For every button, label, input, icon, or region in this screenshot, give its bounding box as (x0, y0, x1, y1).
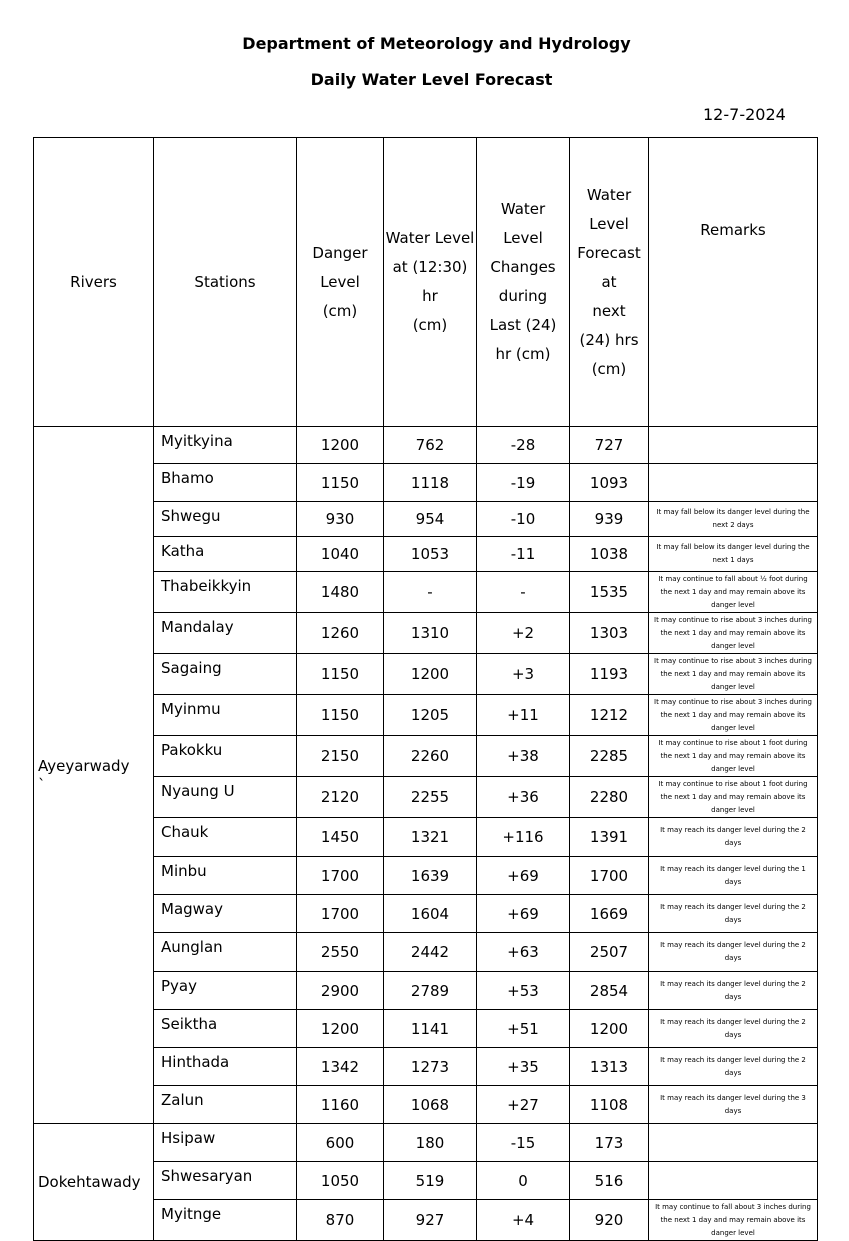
danger-level-cell: 1260 (297, 613, 384, 654)
remark-cell: It may reach its danger level during the 2 days (649, 933, 818, 972)
water-level-cell: 954 (384, 502, 477, 537)
level-change-cell: +51 (477, 1010, 570, 1048)
remark-cell: It may continue to fall about 3 inches during the next 1 day and may remain above its danger level (649, 1200, 818, 1241)
water-level-cell: 1273 (384, 1048, 477, 1086)
danger-level-cell: 1700 (297, 895, 384, 933)
remark-cell: It may continue to rise about 3 inches during the next 1 day and may remain above its danger level (649, 695, 818, 736)
water-level-cell: 1200 (384, 654, 477, 695)
danger-level-cell: 1342 (297, 1048, 384, 1086)
report-title: Department of Meteorology and Hydrology (242, 34, 631, 53)
remark-cell: It may reach its danger level during the 2 days (649, 1010, 818, 1048)
forecast-table (33, 137, 818, 1241)
remark-cell: It may continue to rise about 3 inches during the next 1 day and may remain above its danger level (649, 654, 818, 695)
water-level-cell: 2255 (384, 777, 477, 818)
table-row (34, 427, 818, 464)
forecast-cell: 1212 (570, 695, 649, 736)
forecast-cell: 2854 (570, 972, 649, 1010)
level-change-cell: - (477, 572, 570, 613)
level-change-cell: -10 (477, 502, 570, 537)
level-change-cell: +3 (477, 654, 570, 695)
river-mark: ` (38, 776, 46, 794)
remark-cell: It may continue to fall about ½ foot during the next 1 day and may remain above its danger level (649, 572, 818, 613)
forecast-cell: 516 (570, 1162, 649, 1200)
report-date: 12-7-2024 (703, 105, 786, 124)
col-header-forecast: Water Level Forecast at next (24) hrs (cm) (570, 138, 649, 427)
water-level-cell: 2442 (384, 933, 477, 972)
danger-level-cell: 930 (297, 502, 384, 537)
danger-level-cell: 1480 (297, 572, 384, 613)
station-name-cell: Thabeikkyin (154, 572, 297, 613)
water-level-cell: 927 (384, 1200, 477, 1241)
remark-cell: It may reach its danger level during the 2 days (649, 895, 818, 933)
remark-cell: It may continue to rise about 3 inches during the next 1 day and may remain above its danger level (649, 613, 818, 654)
table-body (34, 427, 818, 1241)
report-subtitle: Daily Water Level Forecast (310, 70, 553, 89)
forecast-cell: 1193 (570, 654, 649, 695)
remark-cell: It may reach its danger level during the 2 days (649, 1048, 818, 1086)
station-name-cell: Myinmu (154, 695, 297, 736)
remark-cell: It may fall below its danger level during the next 1 days (649, 537, 818, 572)
station-name-cell: Minbu (154, 857, 297, 895)
forecast-cell: 173 (570, 1124, 649, 1162)
station-name-cell: Nyaung U (154, 777, 297, 818)
station-name-cell: Hinthada (154, 1048, 297, 1086)
station-name-cell: Katha (154, 537, 297, 572)
forecast-cell: 1391 (570, 818, 649, 857)
forecast-cell: 2280 (570, 777, 649, 818)
level-change-cell: +53 (477, 972, 570, 1010)
level-change-cell: +69 (477, 895, 570, 933)
water-level-cell: 1118 (384, 464, 477, 502)
station-name-cell: Sagaing (154, 654, 297, 695)
water-level-cell: 1205 (384, 695, 477, 736)
water-level-cell: - (384, 572, 477, 613)
river-name: Ayeyarwady (38, 757, 130, 775)
danger-level-cell: 600 (297, 1124, 384, 1162)
level-change-cell: +116 (477, 818, 570, 857)
water-level-cell: 2260 (384, 736, 477, 777)
station-name-cell: Mandalay (154, 613, 297, 654)
forecast-cell: 2507 (570, 933, 649, 972)
danger-level-cell: 2150 (297, 736, 384, 777)
col-header-level-changes: Water Level Changes during Last (24) hr (cm) (477, 138, 570, 427)
danger-level-cell: 1150 (297, 695, 384, 736)
forecast-cell: 727 (570, 427, 649, 464)
station-name-cell: Hsipaw (154, 1124, 297, 1162)
remark-cell (649, 464, 818, 502)
danger-level-cell: 870 (297, 1200, 384, 1241)
forecast-cell: 1200 (570, 1010, 649, 1048)
danger-level-cell: 2900 (297, 972, 384, 1010)
remark-cell: It may continue to rise about 1 foot during the next 1 day and may remain above its danger level (649, 777, 818, 818)
level-change-cell: +4 (477, 1200, 570, 1241)
forecast-cell: 1038 (570, 537, 649, 572)
remark-cell: It may reach its danger level during the 2 days (649, 818, 818, 857)
level-change-cell: +27 (477, 1086, 570, 1124)
station-name-cell: Seiktha (154, 1010, 297, 1048)
danger-level-cell: 1450 (297, 818, 384, 857)
water-level-cell: 1604 (384, 895, 477, 933)
river-name: Dokehtawady (38, 1173, 141, 1191)
river-name-cell (34, 427, 154, 1124)
col-header-rivers: Rivers (34, 138, 154, 427)
table-header (34, 138, 818, 427)
forecast-cell: 1313 (570, 1048, 649, 1086)
station-name-cell: Magway (154, 895, 297, 933)
danger-level-cell: 1200 (297, 1010, 384, 1048)
remark-cell: It may reach its danger level during the 2 days (649, 972, 818, 1010)
station-name-cell: Shwegu (154, 502, 297, 537)
danger-level-cell: 2550 (297, 933, 384, 972)
level-change-cell: +38 (477, 736, 570, 777)
water-level-cell: 519 (384, 1162, 477, 1200)
level-change-cell: -11 (477, 537, 570, 572)
level-change-cell: -15 (477, 1124, 570, 1162)
forecast-cell: 920 (570, 1200, 649, 1241)
level-change-cell: -19 (477, 464, 570, 502)
water-level-cell: 2789 (384, 972, 477, 1010)
water-level-cell: 1141 (384, 1010, 477, 1048)
forecast-cell: 939 (570, 502, 649, 537)
danger-level-cell: 1040 (297, 537, 384, 572)
level-change-cell: +36 (477, 777, 570, 818)
station-name-cell: Pyay (154, 972, 297, 1010)
level-change-cell: +35 (477, 1048, 570, 1086)
forecast-cell: 1108 (570, 1086, 649, 1124)
remark-cell (649, 1162, 818, 1200)
danger-level-cell: 1200 (297, 427, 384, 464)
water-level-cell: 1310 (384, 613, 477, 654)
forecast-cell: 2285 (570, 736, 649, 777)
remark-cell: It may continue to rise about 1 foot during the next 1 day and may remain above its danger level (649, 736, 818, 777)
col-header-remarks: Remarks (649, 138, 818, 427)
station-name-cell: Myitnge (154, 1200, 297, 1241)
danger-level-cell: 1160 (297, 1086, 384, 1124)
station-name-cell: Zalun (154, 1086, 297, 1124)
table-row (34, 1124, 818, 1162)
forecast-cell: 1093 (570, 464, 649, 502)
station-name-cell: Shwesaryan (154, 1162, 297, 1200)
remark-cell: It may fall below its danger level during the next 2 days (649, 502, 818, 537)
level-change-cell: +2 (477, 613, 570, 654)
remark-cell (649, 427, 818, 464)
station-name-cell: Aunglan (154, 933, 297, 972)
danger-level-cell: 2120 (297, 777, 384, 818)
forecast-cell: 1669 (570, 895, 649, 933)
danger-level-cell: 1700 (297, 857, 384, 895)
water-level-cell: 1053 (384, 537, 477, 572)
level-change-cell: +69 (477, 857, 570, 895)
forecast-cell: 1303 (570, 613, 649, 654)
water-level-cell: 1068 (384, 1086, 477, 1124)
danger-level-cell: 1150 (297, 654, 384, 695)
remark-cell: It may reach its danger level during the 1 days (649, 857, 818, 895)
level-change-cell: -28 (477, 427, 570, 464)
forecast-cell: 1535 (570, 572, 649, 613)
forecast-cell: 1700 (570, 857, 649, 895)
river-name-cell (34, 1124, 154, 1241)
station-name-cell: Myitkyina (154, 427, 297, 464)
water-level-cell: 1321 (384, 818, 477, 857)
remark-cell (649, 1124, 818, 1162)
level-change-cell: +63 (477, 933, 570, 972)
station-name-cell: Bhamo (154, 464, 297, 502)
danger-level-cell: 1050 (297, 1162, 384, 1200)
water-level-cell: 180 (384, 1124, 477, 1162)
station-name-cell: Pakokku (154, 736, 297, 777)
level-change-cell: 0 (477, 1162, 570, 1200)
level-change-cell: +11 (477, 695, 570, 736)
remark-cell: It may reach its danger level during the 3 days (649, 1086, 818, 1124)
water-level-cell: 1639 (384, 857, 477, 895)
danger-level-cell: 1150 (297, 464, 384, 502)
station-name-cell: Chauk (154, 818, 297, 857)
col-header-water-level: Water Level at (12:30) hr (cm) (384, 138, 477, 427)
col-header-danger-level: Danger Level (cm) (297, 138, 384, 427)
water-level-cell: 762 (384, 427, 477, 464)
col-header-stations: Stations (154, 138, 297, 427)
